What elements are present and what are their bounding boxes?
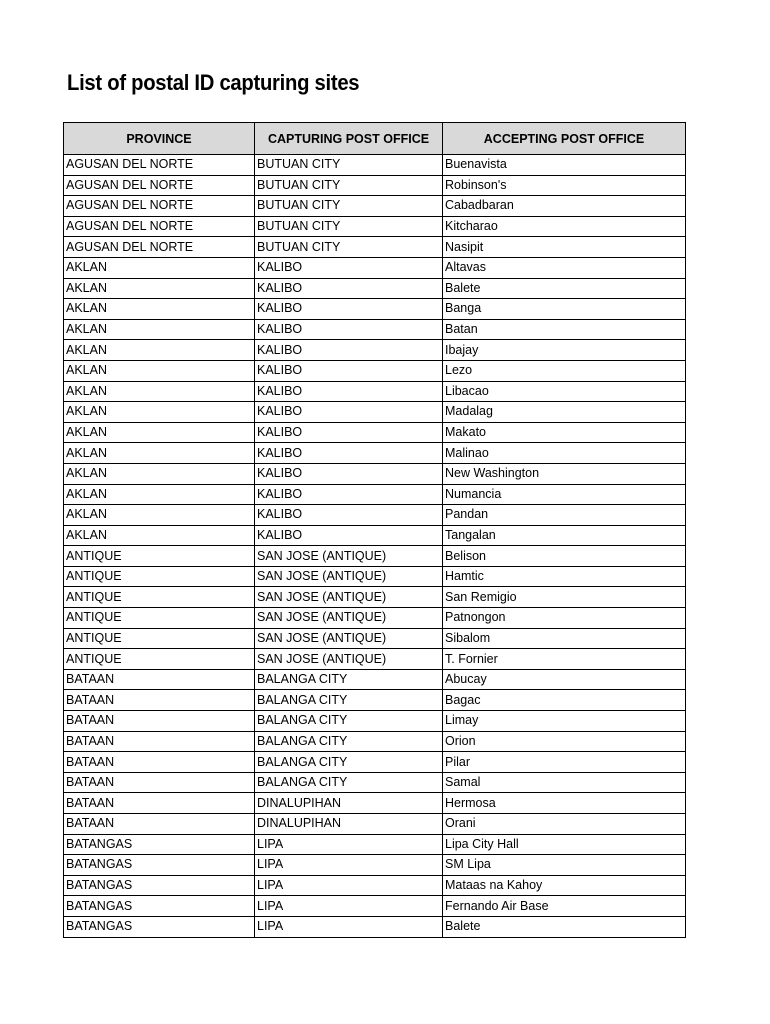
province-cell: AKLAN — [64, 402, 255, 423]
table-row — [64, 752, 686, 773]
province-cell: AKLAN — [64, 422, 255, 443]
capturing-post-office-cell: KALIBO — [255, 257, 443, 278]
accepting-post-office-cell: T. Fornier — [443, 649, 686, 670]
province-cell: BATAAN — [64, 690, 255, 711]
accepting-post-office-column-header: ACCEPTING POST OFFICE — [443, 123, 686, 155]
accepting-post-office-cell: SM Lipa — [443, 855, 686, 876]
province-cell: AKLAN — [64, 257, 255, 278]
accepting-post-office-cell: San Remigio — [443, 587, 686, 608]
accepting-post-office-cell: Libacao — [443, 381, 686, 402]
province-cell: BATAAN — [64, 814, 255, 835]
province-cell: AKLAN — [64, 525, 255, 546]
capturing-post-office-cell: BALANGA CITY — [255, 711, 443, 732]
province-cell: ANTIQUE — [64, 546, 255, 567]
table-row — [64, 340, 686, 361]
capturing-post-office-cell: LIPA — [255, 916, 443, 937]
accepting-post-office-cell: Balete — [443, 278, 686, 299]
accepting-post-office-cell: Patnongon — [443, 608, 686, 629]
capturing-post-office-cell: BALANGA CITY — [255, 731, 443, 752]
table-row — [64, 402, 686, 423]
province-cell: AKLAN — [64, 505, 255, 526]
capturing-post-office-cell: BUTUAN CITY — [255, 196, 443, 217]
province-cell: BATANGAS — [64, 875, 255, 896]
accepting-post-office-cell: Malinao — [443, 443, 686, 464]
table-row — [64, 319, 686, 340]
accepting-post-office-cell: Mataas na Kahoy — [443, 875, 686, 896]
province-cell: ANTIQUE — [64, 649, 255, 670]
province-cell: AGUSAN DEL NORTE — [64, 237, 255, 258]
capturing-post-office-cell: KALIBO — [255, 319, 443, 340]
capturing-post-office-cell: LIPA — [255, 855, 443, 876]
table-row — [64, 216, 686, 237]
province-cell: BATAAN — [64, 772, 255, 793]
capturing-post-office-cell: KALIBO — [255, 340, 443, 361]
page-title: List of postal ID capturing sites — [67, 70, 360, 95]
capturing-post-office-cell: KALIBO — [255, 443, 443, 464]
accepting-post-office-cell: New Washington — [443, 463, 686, 484]
table-row — [64, 628, 686, 649]
table-row — [64, 237, 686, 258]
province-cell: AKLAN — [64, 443, 255, 464]
capturing-post-office-cell: BUTUAN CITY — [255, 155, 443, 176]
table-row — [64, 875, 686, 896]
province-cell: BATAAN — [64, 752, 255, 773]
capturing-post-office-cell: KALIBO — [255, 505, 443, 526]
capturing-post-office-cell: LIPA — [255, 875, 443, 896]
accepting-post-office-cell: Fernando Air Base — [443, 896, 686, 917]
table-row — [64, 711, 686, 732]
province-cell: AKLAN — [64, 360, 255, 381]
province-cell: BATANGAS — [64, 916, 255, 937]
province-cell: AKLAN — [64, 484, 255, 505]
capturing-sites-table — [63, 122, 686, 938]
accepting-post-office-cell: Buenavista — [443, 155, 686, 176]
capturing-post-office-cell: KALIBO — [255, 360, 443, 381]
table-header-row — [64, 123, 686, 155]
capturing-post-office-cell: KALIBO — [255, 422, 443, 443]
accepting-post-office-cell: Hamtic — [443, 566, 686, 587]
accepting-post-office-cell: Orani — [443, 814, 686, 835]
province-cell: AKLAN — [64, 319, 255, 340]
capturing-post-office-cell: KALIBO — [255, 381, 443, 402]
capturing-post-office-cell: BALANGA CITY — [255, 669, 443, 690]
capturing-post-office-cell: SAN JOSE (ANTIQUE) — [255, 566, 443, 587]
capturing-post-office-cell: BUTUAN CITY — [255, 237, 443, 258]
table-row — [64, 463, 686, 484]
province-cell: ANTIQUE — [64, 608, 255, 629]
accepting-post-office-cell: Pilar — [443, 752, 686, 773]
table-row — [64, 896, 686, 917]
table-row — [64, 422, 686, 443]
accepting-post-office-cell: Sibalom — [443, 628, 686, 649]
accepting-post-office-cell: Ibajay — [443, 340, 686, 361]
table-row — [64, 690, 686, 711]
capturing-post-office-cell: BALANGA CITY — [255, 690, 443, 711]
table-row — [64, 546, 686, 567]
accepting-post-office-cell: Lipa City Hall — [443, 834, 686, 855]
province-cell: AGUSAN DEL NORTE — [64, 175, 255, 196]
province-cell: AGUSAN DEL NORTE — [64, 196, 255, 217]
table-row — [64, 299, 686, 320]
accepting-post-office-cell: Kitcharao — [443, 216, 686, 237]
capturing-post-office-cell: KALIBO — [255, 463, 443, 484]
accepting-post-office-cell: Madalag — [443, 402, 686, 423]
accepting-post-office-cell: Pandan — [443, 505, 686, 526]
province-cell: BATAAN — [64, 731, 255, 752]
capturing-post-office-cell: SAN JOSE (ANTIQUE) — [255, 649, 443, 670]
capturing-post-office-cell: KALIBO — [255, 525, 443, 546]
table-row — [64, 505, 686, 526]
table-row — [64, 155, 686, 176]
capturing-post-office-cell: BUTUAN CITY — [255, 216, 443, 237]
table-row — [64, 196, 686, 217]
table-row — [64, 381, 686, 402]
capturing-post-office-cell: KALIBO — [255, 484, 443, 505]
capturing-post-office-cell: DINALUPIHAN — [255, 793, 443, 814]
province-cell: BATAAN — [64, 711, 255, 732]
province-column-header: PROVINCE — [64, 123, 255, 155]
table-row — [64, 793, 686, 814]
accepting-post-office-cell: Altavas — [443, 257, 686, 278]
capturing-post-office-cell: KALIBO — [255, 278, 443, 299]
table-row — [64, 855, 686, 876]
capturing-post-office-cell: SAN JOSE (ANTIQUE) — [255, 608, 443, 629]
table-row — [64, 669, 686, 690]
table-row — [64, 772, 686, 793]
capturing-post-office-cell: DINALUPIHAN — [255, 814, 443, 835]
accepting-post-office-cell: Samal — [443, 772, 686, 793]
accepting-post-office-cell: Cabadbaran — [443, 196, 686, 217]
capturing-post-office-cell: KALIBO — [255, 402, 443, 423]
accepting-post-office-cell: Limay — [443, 711, 686, 732]
accepting-post-office-cell: Banga — [443, 299, 686, 320]
province-cell: AKLAN — [64, 381, 255, 402]
province-cell: BATAAN — [64, 669, 255, 690]
capturing-post-office-cell: LIPA — [255, 896, 443, 917]
capturing-post-office-cell: BALANGA CITY — [255, 772, 443, 793]
table-row — [64, 731, 686, 752]
province-cell: AGUSAN DEL NORTE — [64, 155, 255, 176]
table-row — [64, 916, 686, 937]
table-row — [64, 587, 686, 608]
table-body — [64, 155, 686, 938]
table-row — [64, 649, 686, 670]
capturing-post-office-cell: SAN JOSE (ANTIQUE) — [255, 628, 443, 649]
table-row — [64, 443, 686, 464]
capturing-post-office-cell: LIPA — [255, 834, 443, 855]
accepting-post-office-cell: Batan — [443, 319, 686, 340]
accepting-post-office-cell: Robinson's — [443, 175, 686, 196]
province-cell: AGUSAN DEL NORTE — [64, 216, 255, 237]
province-cell: AKLAN — [64, 463, 255, 484]
table-row — [64, 525, 686, 546]
accepting-post-office-cell: Numancia — [443, 484, 686, 505]
table-row — [64, 834, 686, 855]
table-row — [64, 257, 686, 278]
accepting-post-office-cell: Hermosa — [443, 793, 686, 814]
accepting-post-office-cell: Balete — [443, 916, 686, 937]
accepting-post-office-cell: Belison — [443, 546, 686, 567]
province-cell: ANTIQUE — [64, 628, 255, 649]
province-cell: AKLAN — [64, 278, 255, 299]
table-row — [64, 608, 686, 629]
province-cell: AKLAN — [64, 299, 255, 320]
accepting-post-office-cell: Abucay — [443, 669, 686, 690]
table-row — [64, 814, 686, 835]
province-cell: BATAAN — [64, 793, 255, 814]
table-row — [64, 360, 686, 381]
accepting-post-office-cell: Nasipit — [443, 237, 686, 258]
accepting-post-office-cell: Makato — [443, 422, 686, 443]
table-row — [64, 175, 686, 196]
province-cell: ANTIQUE — [64, 587, 255, 608]
capturing-post-office-cell: SAN JOSE (ANTIQUE) — [255, 587, 443, 608]
table-row — [64, 484, 686, 505]
accepting-post-office-cell: Lezo — [443, 360, 686, 381]
table-row — [64, 566, 686, 587]
province-cell: ANTIQUE — [64, 566, 255, 587]
province-cell: BATANGAS — [64, 896, 255, 917]
capturing-post-office-column-header: CAPTURING POST OFFICE — [255, 123, 443, 155]
table-row — [64, 278, 686, 299]
capturing-post-office-cell: SAN JOSE (ANTIQUE) — [255, 546, 443, 567]
capturing-post-office-cell: KALIBO — [255, 299, 443, 320]
province-cell: AKLAN — [64, 340, 255, 361]
province-cell: BATANGAS — [64, 855, 255, 876]
accepting-post-office-cell: Bagac — [443, 690, 686, 711]
capturing-post-office-cell: BUTUAN CITY — [255, 175, 443, 196]
accepting-post-office-cell: Tangalan — [443, 525, 686, 546]
province-cell: BATANGAS — [64, 834, 255, 855]
accepting-post-office-cell: Orion — [443, 731, 686, 752]
capturing-post-office-cell: BALANGA CITY — [255, 752, 443, 773]
